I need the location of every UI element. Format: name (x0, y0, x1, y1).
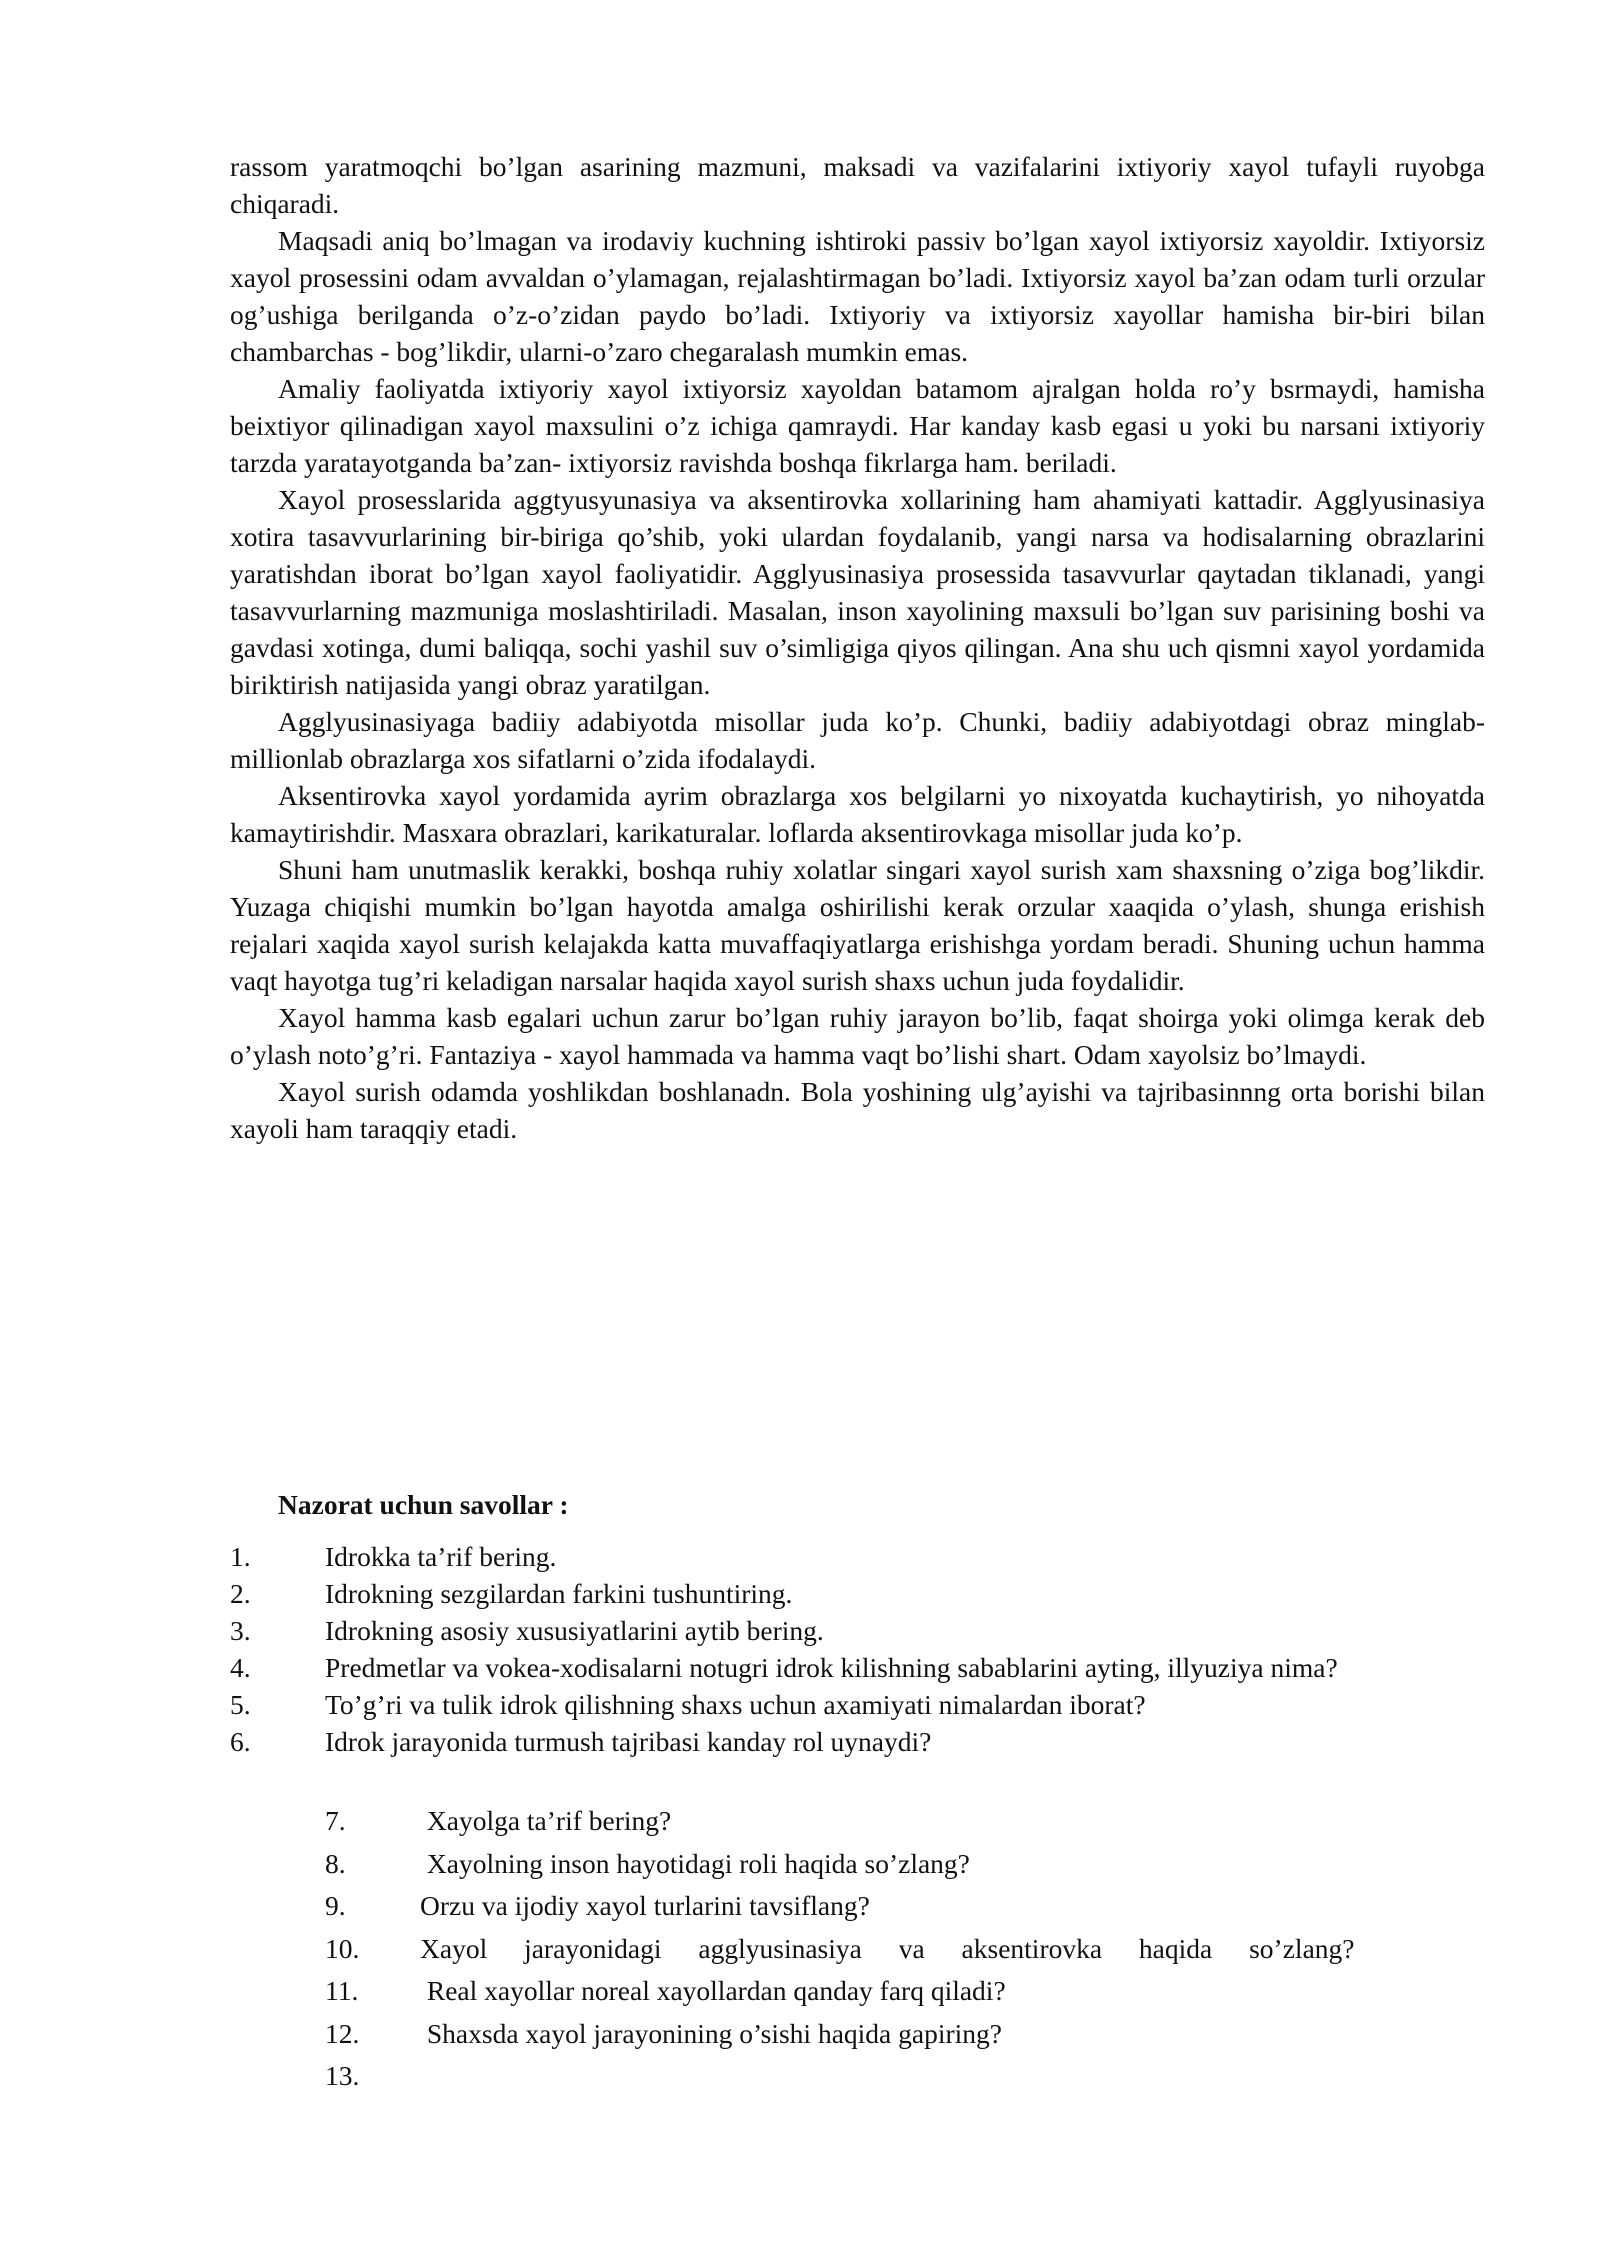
questions-list-part2 (325, 1800, 1485, 2098)
question-item (325, 2055, 1485, 2098)
question-item (325, 2013, 1485, 2056)
question-number: 13. (325, 2060, 360, 2091)
question-number: 9. (325, 1890, 346, 1921)
paragraph: Xayol surish odamda yoshlikdan boshlanadn. Bola yoshining ulg’ayishi va tajribasinnng orta borishi bilan xayoli ham taraqqiy etadi. (230, 1076, 1485, 1144)
question-number: 7. (325, 1805, 346, 1836)
paragraph: Agglyusinasiyaga badiiy adabiyotda misollar juda ko’p. Chunki, badiiy adabiyotdagi obraz minglab-millionlab obrazlarga xos sifatlarni o’zida ifodalaydi. (230, 706, 1485, 774)
paragraph: rassom yaratmoqchi bo’lgan asarining mazmuni, maksadi va vazifalarini ixtiyoriy xayol tufayli ruyobga chiqaradi. (230, 151, 1485, 219)
question-item (230, 1538, 1485, 1575)
question-text: Xayolning inson hayotidagi roli haqida so’zlang? (420, 1847, 970, 1879)
question-item (230, 1612, 1485, 1649)
question-text: Idrokning asosiy xususiyatlarini aytib bering. (325, 1615, 824, 1646)
question-text: Xayol jarayonidagi agglyusinasiya va aksentirovka haqida so’zlang? (420, 1932, 1355, 1964)
question-text: Shaxsda xayol jarayonining o’sishi haqida gapiring? (420, 2017, 1002, 2049)
question-text: Predmetlar va vokea-xodisalarni notugri idrok kilishning sabablarini ayting, illyuziya nima? (325, 1652, 1338, 1683)
question-number: 5. (230, 1689, 251, 1720)
question-item (325, 1970, 1485, 2013)
question-number: 12. (325, 2017, 360, 2049)
question-item (230, 1575, 1485, 1612)
question-number: 11. (325, 1975, 359, 2006)
question-text: Idrokka ta’rif bering. (325, 1541, 557, 1572)
questions-list-part1 (230, 1538, 1485, 1760)
question-item (230, 1686, 1485, 1723)
question-item (325, 1800, 1485, 1843)
question-text: Xayolga ta’rif bering? (420, 1805, 672, 1836)
question-number: 1. (230, 1541, 251, 1572)
question-number: 4. (230, 1652, 251, 1683)
question-text: Idrokning sezgilardan farkini tushuntiring. (325, 1578, 793, 1609)
paragraph: Aksentirovka xayol yordamida ayrim obrazlarga xos belgilarni yo nixoyatda kuchaytirish, yo nihoyatda kamaytirishdir. Masxara obrazlari, karikaturalar. loflarda aksentirovkaga misollar juda ko’p. (230, 780, 1485, 848)
question-text: Real xayollar noreal xayollardan qanday farq qiladi? (420, 1975, 1006, 2006)
paragraph: Shuni ham unutmaslik kerakki, boshqa ruhiy xolatlar singari xayol surish xam shaxsning o’ziga bog’likdir. Yuzaga chiqishi mumkin bo’lgan hayotda amalga oshirilishi kerak orzular xaaqida o’ylash, shunga erishish rejalari xaqida xayol surish kelajakda katta muvaffaqiyatlarga erishishga yordam beradi. Shuning uchun hamma vaqt hayotga tug’ri keladigan narsalar haqida xayol surish shaxs uchun juda foydalidir. (230, 854, 1485, 996)
paragraph: Amaliy faoliyatda ixtiyoriy xayol ixtiyorsiz xayoldan batamom ajralgan holda ro’y bsrmaydi, hamisha beixtiyor qilinadigan xayol maxsulini o’z ichiga qamraydi. Har kanday kasb egasi u yoki bu narsani ixtiyoriy tarzda yaratayotganda ba’zan- ixtiyorsiz ravishda boshqa fikrlarga ham. beriladi. (230, 373, 1485, 478)
question-number: 2. (230, 1578, 251, 1609)
question-item (325, 1928, 1485, 1971)
body-text (230, 148, 1485, 1147)
question-number: 10. (325, 1932, 360, 1964)
paragraph: Maqsadi aniq bo’lmagan va irodaviy kuchning ishtiroki passiv bo’lgan xayol ixtiyorsiz xayoldir. Ixtiyorsiz xayol prosessini odam avvaldan o’ylamagan, rejalashtirmagan bo’ladi. Ixtiyorsiz xayol ba’zan odam turli orzular og’ushiga berilganda o’z-o’zidan paydo bo’ladi. Ixtiyoriy va ixtiyorsiz xayollar hamisha bir-biri bilan chambarchas - bog’likdir, ularni-o’zaro chegaralash mumkin emas. (230, 225, 1485, 367)
question-text: Idrok jarayonida turmush tajribasi kanday rol uynaydi? (325, 1726, 932, 1757)
question-item (325, 1885, 1485, 1928)
paragraph: Xayol hamma kasb egalari uchun zarur bo’lgan ruhiy jarayon bo’lib, faqat shoirga yoki olimga kerak deb o’ylash noto’g’ri. Fantaziya - xayol hammada va hamma vaqt bo’lishi shart. Odam xayolsiz bo’lmaydi. (230, 1002, 1485, 1070)
questions-heading: Nazorat uchun savollar : (278, 1489, 569, 1520)
question-number: 6. (230, 1726, 251, 1757)
paragraph: Xayol prosesslarida aggtyusyunasiya va aksentirovka xollarining ham ahamiyati kattadir. Agglyusinasiya xotira tasavvurlarining bir-biriga qo’shib, yoki ulardan foydalanib, yangi narsa va hodisalarning obrazlarini yaratishdan iborat bo’lgan xayol faoliyatidir. Agglyusinasiya prosessida tasavvurlar qaytadan tiklanadi, yangi tasavvurlarning mazmuniga moslashtiriladi. Masalan, inson xayolining maxsuli bo’lgan suv parisining boshi va gavdasi xotinga, dumi baliqqa, sochi yashil suv o’simligiga qiyos qilingan. Ana shu uch qismni xayol yordamida biriktirish natijasida yangi obraz yaratilgan. (230, 484, 1485, 700)
question-number: 3. (230, 1615, 251, 1646)
question-item (325, 1843, 1485, 1886)
question-item (230, 1723, 1485, 1760)
question-text: To’g’ri va tulik idrok qilishning shaxs uchun axamiyati nimalardan iborat? (325, 1689, 1146, 1720)
question-text: Orzu va ijodiy xayol turlarini tavsiflang? (420, 1890, 870, 1921)
question-number: 8. (325, 1847, 346, 1879)
question-item (230, 1649, 1485, 1686)
